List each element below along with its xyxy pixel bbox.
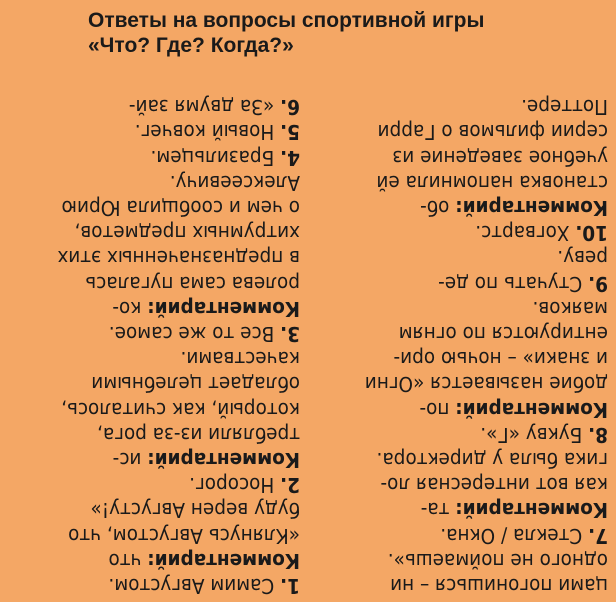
answer-line <box>10 422 300 447</box>
answer-line <box>10 396 300 421</box>
answer-line <box>10 447 300 472</box>
answer-text: «Клянусь Августом, что <box>68 523 300 548</box>
answer-text: добие называется «Огни <box>364 372 608 397</box>
answer-line <box>318 144 608 169</box>
answer-text: одного не поймаешь». <box>387 548 608 573</box>
answer-line <box>10 371 300 396</box>
answer-text: Новый ковчег. <box>134 120 281 145</box>
answer-text: ис- <box>112 447 148 472</box>
answer-line <box>10 94 300 119</box>
answer-line <box>318 371 608 396</box>
answer-line <box>10 573 300 598</box>
answer-text: по- <box>419 397 456 422</box>
answer-text: о чем и сообщила Юрию <box>61 195 300 220</box>
answer-line <box>318 396 608 421</box>
comment-label: Комментарий: <box>147 296 300 321</box>
title-line-1: Ответы на вопросы спортивной игры <box>88 9 485 32</box>
answer-line <box>318 573 608 598</box>
answer-line <box>318 296 608 321</box>
answer-text: Бразильцем. <box>150 145 281 170</box>
answer-text: Хогвартс. <box>475 221 576 246</box>
answer-line <box>10 220 300 245</box>
answer-line <box>318 346 608 371</box>
answer-number: 10. <box>575 221 608 246</box>
answer-text: Поттере. <box>521 95 608 120</box>
answer-line <box>318 522 608 547</box>
answer-line <box>10 522 300 547</box>
answer-number: 7. <box>588 523 608 548</box>
answer-line <box>10 497 300 522</box>
comment-label: Комментарий: <box>455 195 608 220</box>
answer-text: Носорог. <box>189 473 281 498</box>
page-title <box>88 8 608 58</box>
answer-line <box>318 195 608 220</box>
title-line-2: «Что? Где? Когда?» <box>88 34 294 57</box>
answer-text: «За двумя зай- <box>128 95 281 120</box>
answer-text: Все то же самое. <box>108 321 281 346</box>
answer-text: ко- <box>112 296 148 321</box>
answer-line <box>10 346 300 371</box>
answer-text: Алексеевичу. <box>169 170 300 195</box>
answer-text: Самим Августом. <box>108 574 281 598</box>
answer-text: маяков. <box>532 296 608 321</box>
answer-line <box>318 321 608 346</box>
answer-line <box>318 270 608 295</box>
answer-number: 6. <box>280 95 300 120</box>
answer-text: требляли из-за рога, <box>97 422 300 447</box>
answer-number: 8. <box>588 422 608 447</box>
answer-line <box>318 472 608 497</box>
answer-line <box>318 422 608 447</box>
answer-line <box>10 119 300 144</box>
answer-text: Стекла / Окна. <box>440 523 589 548</box>
answer-text: цами погонишься – ни <box>390 574 608 598</box>
answer-line <box>10 270 300 295</box>
answer-text: кая вот интересная ло- <box>380 473 608 498</box>
answer-text: качествами. <box>180 347 300 372</box>
answer-text: хитрумных предметов, <box>74 221 300 246</box>
answer-text: серии фильмов о Гарри <box>377 120 608 145</box>
answer-text: Букву «Г». <box>480 422 589 447</box>
answer-line <box>318 220 608 245</box>
answer-line <box>318 497 608 522</box>
answer-line <box>318 548 608 573</box>
answers-column-right <box>318 68 608 598</box>
comment-label: Комментарий: <box>147 447 300 472</box>
answer-text: который, как считалось, <box>61 397 300 422</box>
answer-text: ролева сама пугалась <box>85 271 300 296</box>
answer-text: реву. <box>557 246 608 271</box>
answer-text: обладает целебными <box>91 372 300 397</box>
answer-line <box>10 472 300 497</box>
answer-line <box>318 119 608 144</box>
answer-text: об- <box>420 195 456 220</box>
answer-line <box>318 94 608 119</box>
answer-text: буду верен Августу!» <box>90 498 300 523</box>
answer-line <box>10 321 300 346</box>
answer-text: та- <box>420 498 456 523</box>
answer-text: в предназначенных этих <box>57 246 300 271</box>
comment-label: Комментарий: <box>455 498 608 523</box>
answer-text: Стучать по де- <box>438 271 589 296</box>
comment-label: Комментарий: <box>147 548 300 573</box>
answer-line <box>318 245 608 270</box>
answer-text: становка напомнила ей <box>376 170 608 195</box>
answer-number: 5. <box>280 120 300 145</box>
answer-line <box>10 170 300 195</box>
answer-line <box>318 447 608 472</box>
answers-column-left <box>10 68 300 598</box>
answer-line <box>10 548 300 573</box>
answer-text: учебное заведение из <box>392 145 608 170</box>
answer-line <box>10 195 300 220</box>
answer-number: 2. <box>280 473 300 498</box>
answer-line <box>10 296 300 321</box>
answer-text: и знаки» – ночью ори- <box>393 347 608 372</box>
answer-text: что <box>108 548 148 573</box>
answer-number: 9. <box>588 271 608 296</box>
answer-number: 4. <box>280 145 300 170</box>
answer-number: 1. <box>280 574 300 598</box>
answer-number: 3. <box>280 321 300 346</box>
answer-text: гика была у директора. <box>376 447 608 472</box>
answer-text: ентируются по огням <box>398 321 608 346</box>
answer-line <box>318 170 608 195</box>
answer-line <box>10 245 300 270</box>
comment-label: Комментарий: <box>455 397 608 422</box>
answer-line <box>10 144 300 169</box>
